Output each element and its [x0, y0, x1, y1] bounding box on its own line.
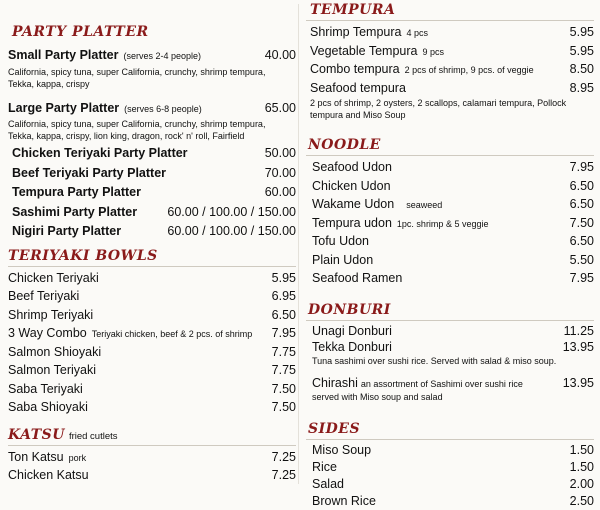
menu-item: [306, 493, 594, 510]
menu-item: [8, 222, 296, 242]
menu-item: [8, 144, 296, 164]
item-name: Plain Udon: [312, 252, 374, 267]
menu-item: [306, 375, 594, 391]
item-price: 40.00: [264, 48, 296, 62]
item-name: Small Party Platter: [8, 48, 119, 62]
item-price: 60.00: [264, 185, 296, 199]
menu-item: [8, 466, 296, 485]
item-name: Seafood Udon: [312, 160, 392, 174]
item-price: 6.50: [271, 307, 296, 322]
item-price: 6.50: [569, 178, 594, 193]
section-party-platter: [8, 22, 296, 242]
right-column: [306, 0, 594, 510]
item-desc: (serves 2-4 people): [123, 51, 202, 61]
section-rule: [306, 439, 594, 440]
section-teriyaki-bowls: [8, 246, 296, 417]
item-name: Combo tempura: [310, 62, 400, 76]
item-name: Large Party Platter: [8, 100, 120, 115]
section-katsu: [8, 425, 296, 485]
section-title: TERIYAKI BOWLS: [8, 247, 158, 264]
item-name: Vegetable Tempura: [310, 43, 418, 58]
item-price: 60.00 / 100.00 / 150.00: [167, 204, 296, 219]
item-name: Chicken Teriyaki: [8, 270, 99, 285]
item-price: 8.50: [569, 62, 594, 76]
item-name: Chicken Katsu: [8, 468, 89, 482]
item-price: 50.00: [264, 146, 296, 160]
item-name: 3 Way Combo: [8, 326, 87, 340]
item-name: Salad: [312, 476, 344, 491]
section-title: DONBURI: [308, 301, 391, 318]
item-name: Ton Katsu: [8, 449, 64, 464]
item-name: Miso Soup: [312, 442, 372, 457]
section-noodle: [306, 135, 594, 288]
menu-item: [306, 459, 594, 476]
item-price: 8.95: [569, 80, 594, 95]
item-price: 7.50: [569, 215, 594, 230]
item-desc: 9 pcs: [422, 46, 445, 57]
section-rule: [306, 320, 594, 321]
item-name: Tekka Donburi: [312, 339, 392, 354]
item-price: 7.50: [271, 400, 296, 414]
item-sub: Tuna sashimi over sushi rice. Served with salad & miso soup.: [312, 355, 557, 366]
menu-item: [8, 46, 296, 66]
item-name: Chirashi: [312, 375, 358, 390]
menu-item: [8, 361, 296, 380]
item-name: Wakame Udon: [312, 197, 395, 211]
menu-item: [306, 269, 594, 288]
section-tempura: [306, 0, 594, 121]
item-price: 5.50: [569, 252, 594, 267]
left-column: [8, 0, 296, 485]
item-price: 7.95: [569, 271, 594, 285]
menu-item: [306, 79, 594, 98]
item-name: Saba Shioyaki: [8, 400, 88, 414]
item-name: Saba Teriyaki: [8, 381, 83, 396]
menu-item: [8, 164, 296, 184]
item-price: 6.95: [271, 289, 296, 303]
item-sub: 2 pcs of shrimp, 2 oysters, 2 scallops, calamari tempura, Pollock tempura and Miso Soup: [310, 98, 567, 120]
menu-item: [8, 287, 296, 306]
menu-item: [8, 398, 296, 417]
menu-item: [306, 442, 594, 459]
item-price: 70.00: [264, 165, 296, 180]
section-title: SIDES: [308, 420, 361, 437]
item-sub: California, spicy tuna, super California, crunchy, shrimp tempura, Tekka, kappa, crispy: [8, 66, 266, 89]
item-price: 6.50: [569, 234, 594, 248]
item-sub: California, spicy tuna, super California, crunchy, shrimp tempura, Tekka, kappa, crispy, lion king, dragon, rock' n' roll, Fairfield: [8, 119, 266, 141]
item-price: 7.50: [271, 381, 296, 396]
item-name: Sashimi Party Platter: [12, 204, 138, 219]
item-name: Chicken Teriyaki Party Platter: [12, 146, 188, 160]
item-desc: 1pc. shrimp & 5 veggie: [396, 218, 489, 229]
item-desc: 2 pcs of shrimp, 9 pcs. of veggie: [404, 65, 534, 75]
item-name: Beef Teriyaki Party Platter: [12, 165, 167, 180]
menu-item: [306, 42, 594, 61]
section-title-row: [8, 425, 296, 445]
menu-item: [306, 158, 594, 177]
item-desc: seaweed: [406, 200, 443, 210]
menu-item: [8, 448, 296, 467]
item-price: 7.25: [271, 468, 296, 482]
section-rule: [306, 20, 594, 21]
section-donburi: [306, 300, 594, 403]
menu-item: [8, 269, 296, 288]
menu-item: [306, 214, 594, 233]
item-price: 5.95: [569, 25, 594, 39]
item-name: Seafood tempura: [310, 80, 406, 95]
item-price: 7.75: [271, 363, 296, 377]
item-name: Nigiri Party Platter: [12, 224, 122, 238]
menu-item: [306, 323, 594, 339]
menu-item: [306, 251, 594, 270]
item-desc: Teriyaki chicken, beef & 2 pcs. of shrimp: [91, 329, 253, 339]
item-desc: pork: [68, 452, 87, 463]
menu-item: [8, 343, 296, 362]
item-name: Tofu Udon: [312, 234, 369, 248]
item-name: Salmon Teriyaki: [8, 363, 97, 377]
menu-item: [8, 183, 296, 203]
item-price: 11.25: [563, 323, 594, 338]
item-name: Beef Teriyaki: [8, 289, 80, 303]
section-sides: [306, 419, 594, 510]
item-price: 60.00 / 100.00 / 150.00: [167, 224, 296, 238]
section-rule: [306, 155, 594, 156]
menu-item: [306, 23, 594, 42]
item-price: 5.95: [569, 43, 594, 58]
item-price: 2.50: [569, 493, 594, 508]
menu-item: [8, 99, 296, 119]
menu-item: [8, 306, 296, 325]
menu-item: [306, 339, 594, 355]
item-price: 13.95: [562, 375, 594, 390]
item-price: 7.25: [271, 449, 296, 464]
item-desc: 4 pcs: [406, 28, 428, 38]
item-name: Seafood Ramen: [312, 271, 403, 285]
item-name: Rice: [312, 459, 338, 474]
item-name: Shrimp Tempura: [310, 25, 402, 39]
item-price: 1.50: [569, 442, 594, 457]
section-title: KATSU: [8, 426, 65, 443]
item-name: Brown Rice: [312, 493, 376, 508]
item-name: Chicken Udon: [312, 178, 391, 193]
item-price: 13.95: [562, 339, 594, 354]
item-price: 7.95: [271, 326, 296, 340]
menu-item: [8, 324, 296, 343]
item-name: Tempura udon: [312, 215, 392, 230]
menu-item: [306, 60, 594, 79]
item-sub: served with Miso soup and salad: [312, 391, 443, 402]
section-title: TEMPURA: [310, 2, 396, 18]
item-price: 2.00: [569, 476, 594, 491]
item-desc: (serves 6-8 people): [124, 103, 202, 114]
item-price: 5.95: [271, 270, 296, 285]
item-price: 6.50: [569, 197, 594, 211]
item-name: Unagi Donburi: [312, 323, 392, 338]
section-note: fried cutlets: [68, 430, 118, 442]
menu-item: [8, 380, 296, 399]
menu-item: [8, 203, 296, 223]
item-name: Shrimp Teriyaki: [8, 307, 94, 322]
section-title: NOODLE: [308, 137, 381, 153]
item-name: Tempura Party Platter: [12, 185, 141, 199]
menu-item: [306, 476, 594, 493]
item-price: 7.75: [271, 344, 296, 359]
item-name: Salmon Shioyaki: [8, 344, 102, 359]
item-price: 7.95: [569, 160, 594, 174]
item-price: 65.00: [264, 100, 296, 115]
column-divider: [298, 4, 299, 484]
item-price: 1.50: [569, 459, 594, 474]
item-desc: an assortment of Sashimi over sushi rice: [360, 378, 523, 389]
menu-item: [306, 195, 594, 214]
menu-item: [306, 177, 594, 196]
section-title: PARTY PLATTER: [12, 24, 149, 40]
menu-item: [306, 232, 594, 251]
section-rule: [8, 266, 296, 267]
